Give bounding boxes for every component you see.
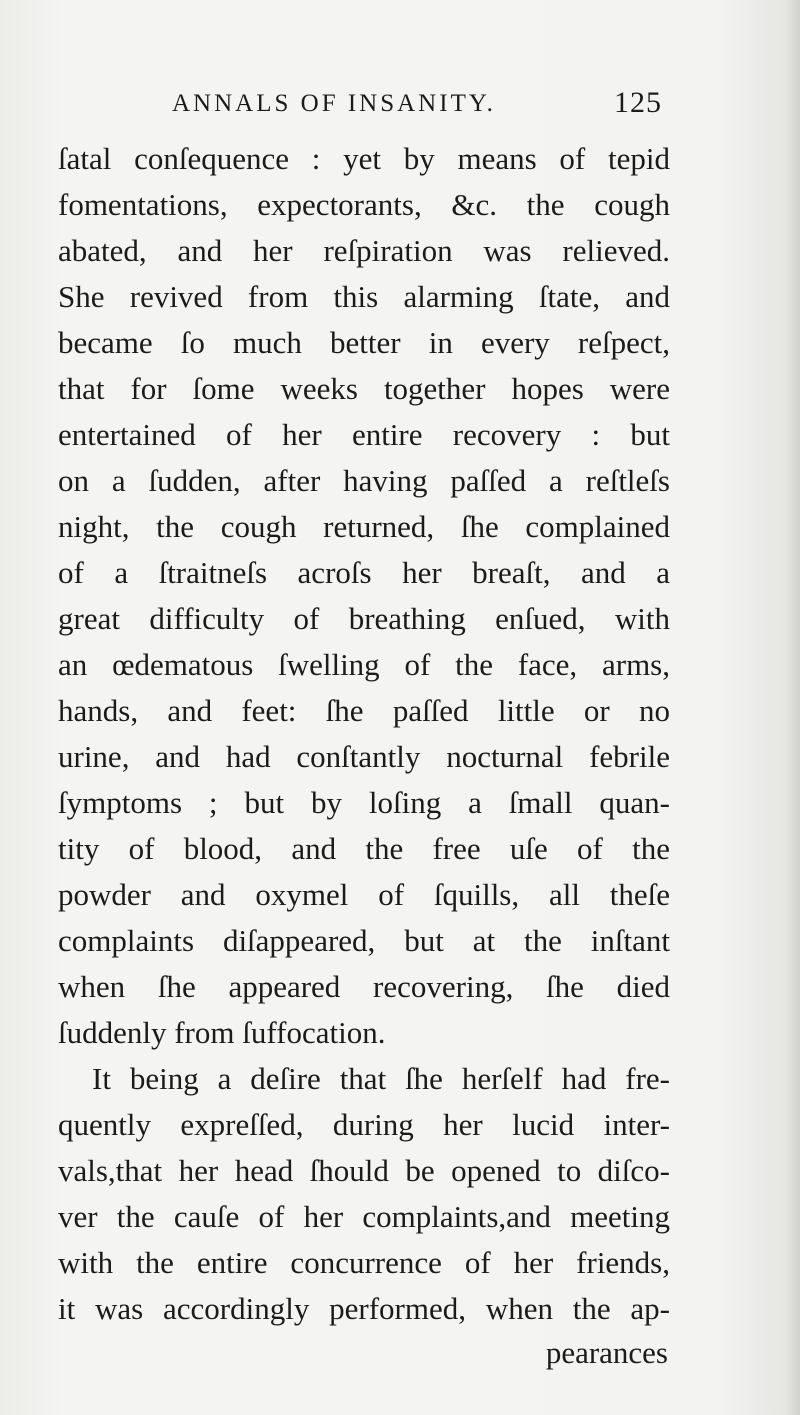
text-line: powder and oxymel of ſquills, all theſe: [58, 877, 670, 912]
text-line: fomentations, expectorants, &c. the cough: [58, 187, 670, 222]
page-number: 125: [614, 86, 662, 119]
text-line: when ſhe appeared recovering, ſhe died: [58, 969, 670, 1004]
text-line: an œdematous ſwelling of the face, arms,: [58, 647, 670, 682]
catchword: pearances: [545, 1335, 668, 1370]
running-title: ANNALS OF INSANITY.: [172, 90, 496, 117]
text-line: on a ſudden, after having paſſed a reſtleſs: [58, 463, 670, 498]
text-line: entertained of her entire recovery : but: [58, 417, 670, 452]
paragraph-first-line: It being a deſire that ſhe herſelf had fre-: [92, 1061, 670, 1096]
text-line: tity of blood, and the free uſe of the: [58, 831, 670, 866]
text-line: night, the cough returned, ſhe complained: [58, 509, 670, 544]
text-line: ver the cauſe of her complaints,and meeting: [58, 1199, 670, 1234]
text-line: She revived from this alarming ſtate, and: [58, 279, 670, 314]
text-line: vals,that her head ſhould be opened to diſco-: [58, 1153, 670, 1188]
text-line: ſuddenly from ſuffocation.: [58, 1015, 386, 1050]
text-line: of a ſtraitneſs acroſs her breaſt, and a: [58, 555, 670, 590]
text-line: great difficulty of breathing enſued, with: [58, 601, 670, 636]
text-line: urine, and had conſtantly nocturnal febrile: [58, 739, 670, 774]
text-line: abated, and her reſpiration was relieved.: [58, 233, 670, 268]
page-edge-shadow: [786, 0, 800, 1415]
page-header: [172, 86, 662, 126]
text-line: with the entire concurrence of her friends,: [58, 1245, 670, 1280]
text-line: ſymptoms ; but by loſing a ſmall quan-: [58, 785, 670, 820]
text-line: it was accordingly performed, when the ap-: [58, 1291, 670, 1326]
text-line: became ſo much better in every reſpect,: [58, 325, 670, 360]
text-line: quently expreſſed, during her lucid inter-: [58, 1107, 670, 1142]
body-text: [58, 136, 670, 1332]
text-line: ſatal conſequence : yet by means of tepid: [58, 141, 670, 176]
text-line: complaints diſappeared, but at the inſtant: [58, 923, 670, 958]
text-line: hands, and feet: ſhe paſſed little or no: [58, 693, 670, 728]
text-line: that for ſome weeks together hopes were: [58, 371, 670, 406]
